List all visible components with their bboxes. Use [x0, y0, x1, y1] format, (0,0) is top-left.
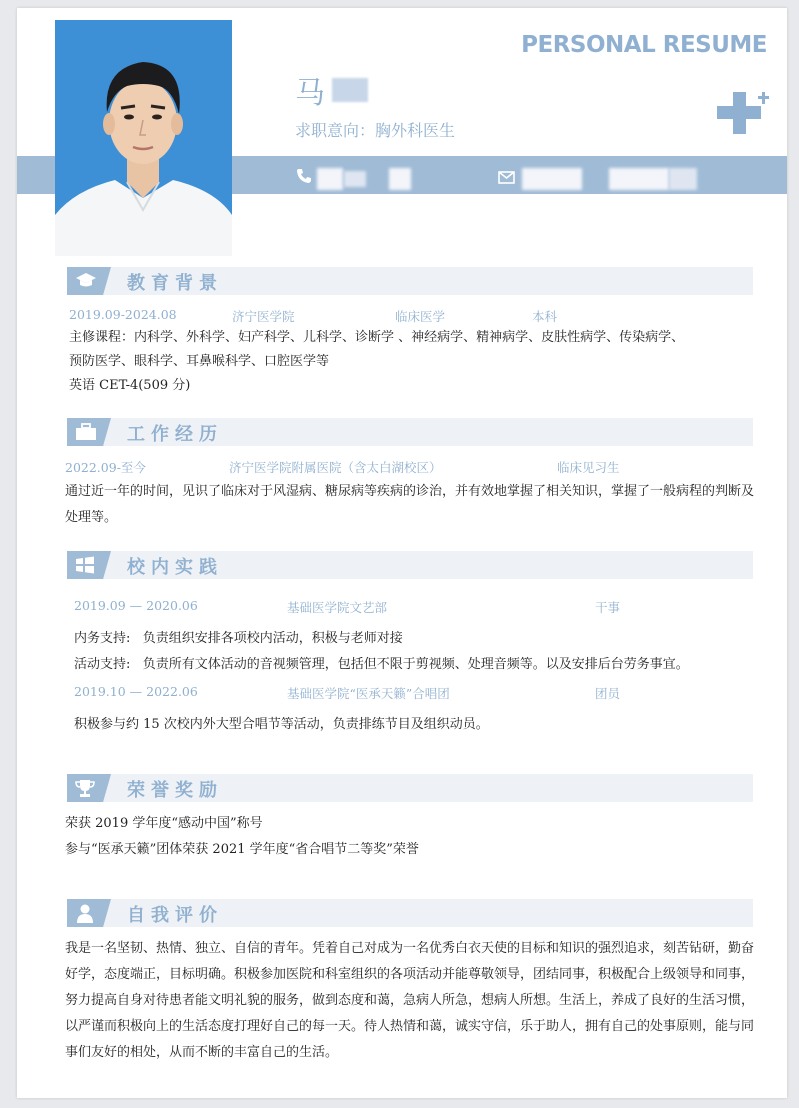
- self-evaluation-text: 我是一名坚韧、热情、独立、自信的青年。凭着自己对成为一名优秀白衣天使的目标和知识的强烈追求，刻苦钻研，勤奋好学，态度端正，目标明确。积极参加医院和科室组织的各项活动并能尊敬领导，团结同事，积极配合上级领导和同事，努力提高自身对待患者能文明礼貌的服务，做到态度和蔼，急病人所急，想病人所想。生活上，养成了良好的生活习惯，以严谨而积极向上的生活态度打理好自己的每一天。待人热情和蔼，诚实守信，乐于助人，拥有自己的处事原则，能与同事们友好的相处，从而不断的丰富自己的生活。: [65, 941, 755, 1060]
- honor-item-2: 参与“医承天籁”团体荣获 2021 学年度“省合唱节二等奖”荣誉: [65, 842, 419, 857]
- campus-entry1-line1: 内务支持: 负责组织安排各项校内活动，积极与老师对接: [74, 631, 403, 646]
- campus-entry2-org: 基础医学院“医承天籁”合唱团: [287, 686, 450, 701]
- resume-page: [17, 8, 787, 1098]
- section-education-header: [67, 267, 753, 295]
- campus-entry2-role: 团员: [595, 686, 621, 701]
- section-title: 荣誉奖励: [127, 780, 223, 801]
- education-courses-line1: 主修课程：内科学、外科学、妇产科学、儿科学、诊断学 、神经病学、精神病学、皮肤性病学、传染病学、: [69, 330, 685, 345]
- education-degree: 本科: [532, 309, 558, 324]
- phone-icon: [296, 168, 312, 184]
- section-campus-header: [67, 551, 753, 579]
- phone-redaction-1: [317, 168, 343, 190]
- campus-entry1-org: 基础医学院文艺部: [287, 600, 388, 615]
- section-title: 教育背景: [127, 273, 223, 294]
- campus-entry1-role: 干事: [595, 600, 621, 615]
- resume-title: PERSONAL RESUME: [521, 32, 767, 58]
- campus-entry1-line2: 活动支持: 负责所有文体活动的音视频管理，包括但不限于剪视频、处理音频等。以及安排后台劳务事宜。: [74, 657, 689, 672]
- phone-redaction-2: [344, 171, 366, 187]
- mail-icon: [498, 168, 516, 184]
- briefcase-icon: [75, 423, 97, 441]
- mail-redaction-2: [609, 168, 669, 190]
- medical-plus-icon: [717, 90, 771, 136]
- section-work-header: [67, 418, 753, 446]
- campus-entry1-period: 2019.09 — 2020.06: [74, 598, 198, 613]
- phone-redaction-3: [389, 168, 411, 190]
- education-period: 2019.09-2024.08: [69, 307, 177, 322]
- section-title: 校内实践: [127, 557, 223, 578]
- work-role: 临床见习生: [557, 460, 620, 475]
- campus-entry2-line1: 积极参与约 15 次校内外大型合唱节等活动，负责排练节目及组织动员。: [74, 717, 489, 732]
- work-org: 济宁医学院附属医院（含太白湖校区）: [229, 460, 442, 475]
- person-icon: [75, 904, 95, 923]
- section-honors-header: [67, 774, 753, 802]
- applicant-name: 马: [295, 76, 325, 111]
- windows-grid-icon: [75, 556, 95, 574]
- education-english: 英语 CET-4(509 分): [69, 378, 191, 393]
- campus-entry2-period: 2019.10 — 2022.06: [74, 684, 198, 699]
- profile-photo: [55, 20, 232, 256]
- section-title: 自我评价: [127, 905, 223, 926]
- work-description: 通过近一年的时间，见识了临床对于风湿病、糖尿病等疾病的诊治，并有效地掌握了相关知识，掌握了一般病程的判断及处理等。: [65, 484, 755, 525]
- education-school: 济宁医学院: [232, 309, 295, 324]
- education-courses-line2: 预防医学、眼科学、耳鼻喉科学、口腔医学等: [69, 354, 330, 369]
- trophy-icon: [75, 779, 95, 798]
- graduation-cap-icon: [75, 272, 97, 290]
- mail-redaction-1: [522, 168, 582, 190]
- education-major: 临床医学: [395, 309, 446, 324]
- mail-redaction-3: [669, 168, 697, 190]
- section-self-header: [67, 899, 753, 927]
- work-period: 2022.09-至今: [65, 460, 146, 475]
- honor-item-1: 荣获 2019 学年度“感动中国”称号: [65, 816, 263, 831]
- job-intent: 求职意向：胸外科医生: [295, 121, 456, 140]
- name-redaction: [332, 78, 368, 102]
- section-title: 工作经历: [127, 424, 223, 445]
